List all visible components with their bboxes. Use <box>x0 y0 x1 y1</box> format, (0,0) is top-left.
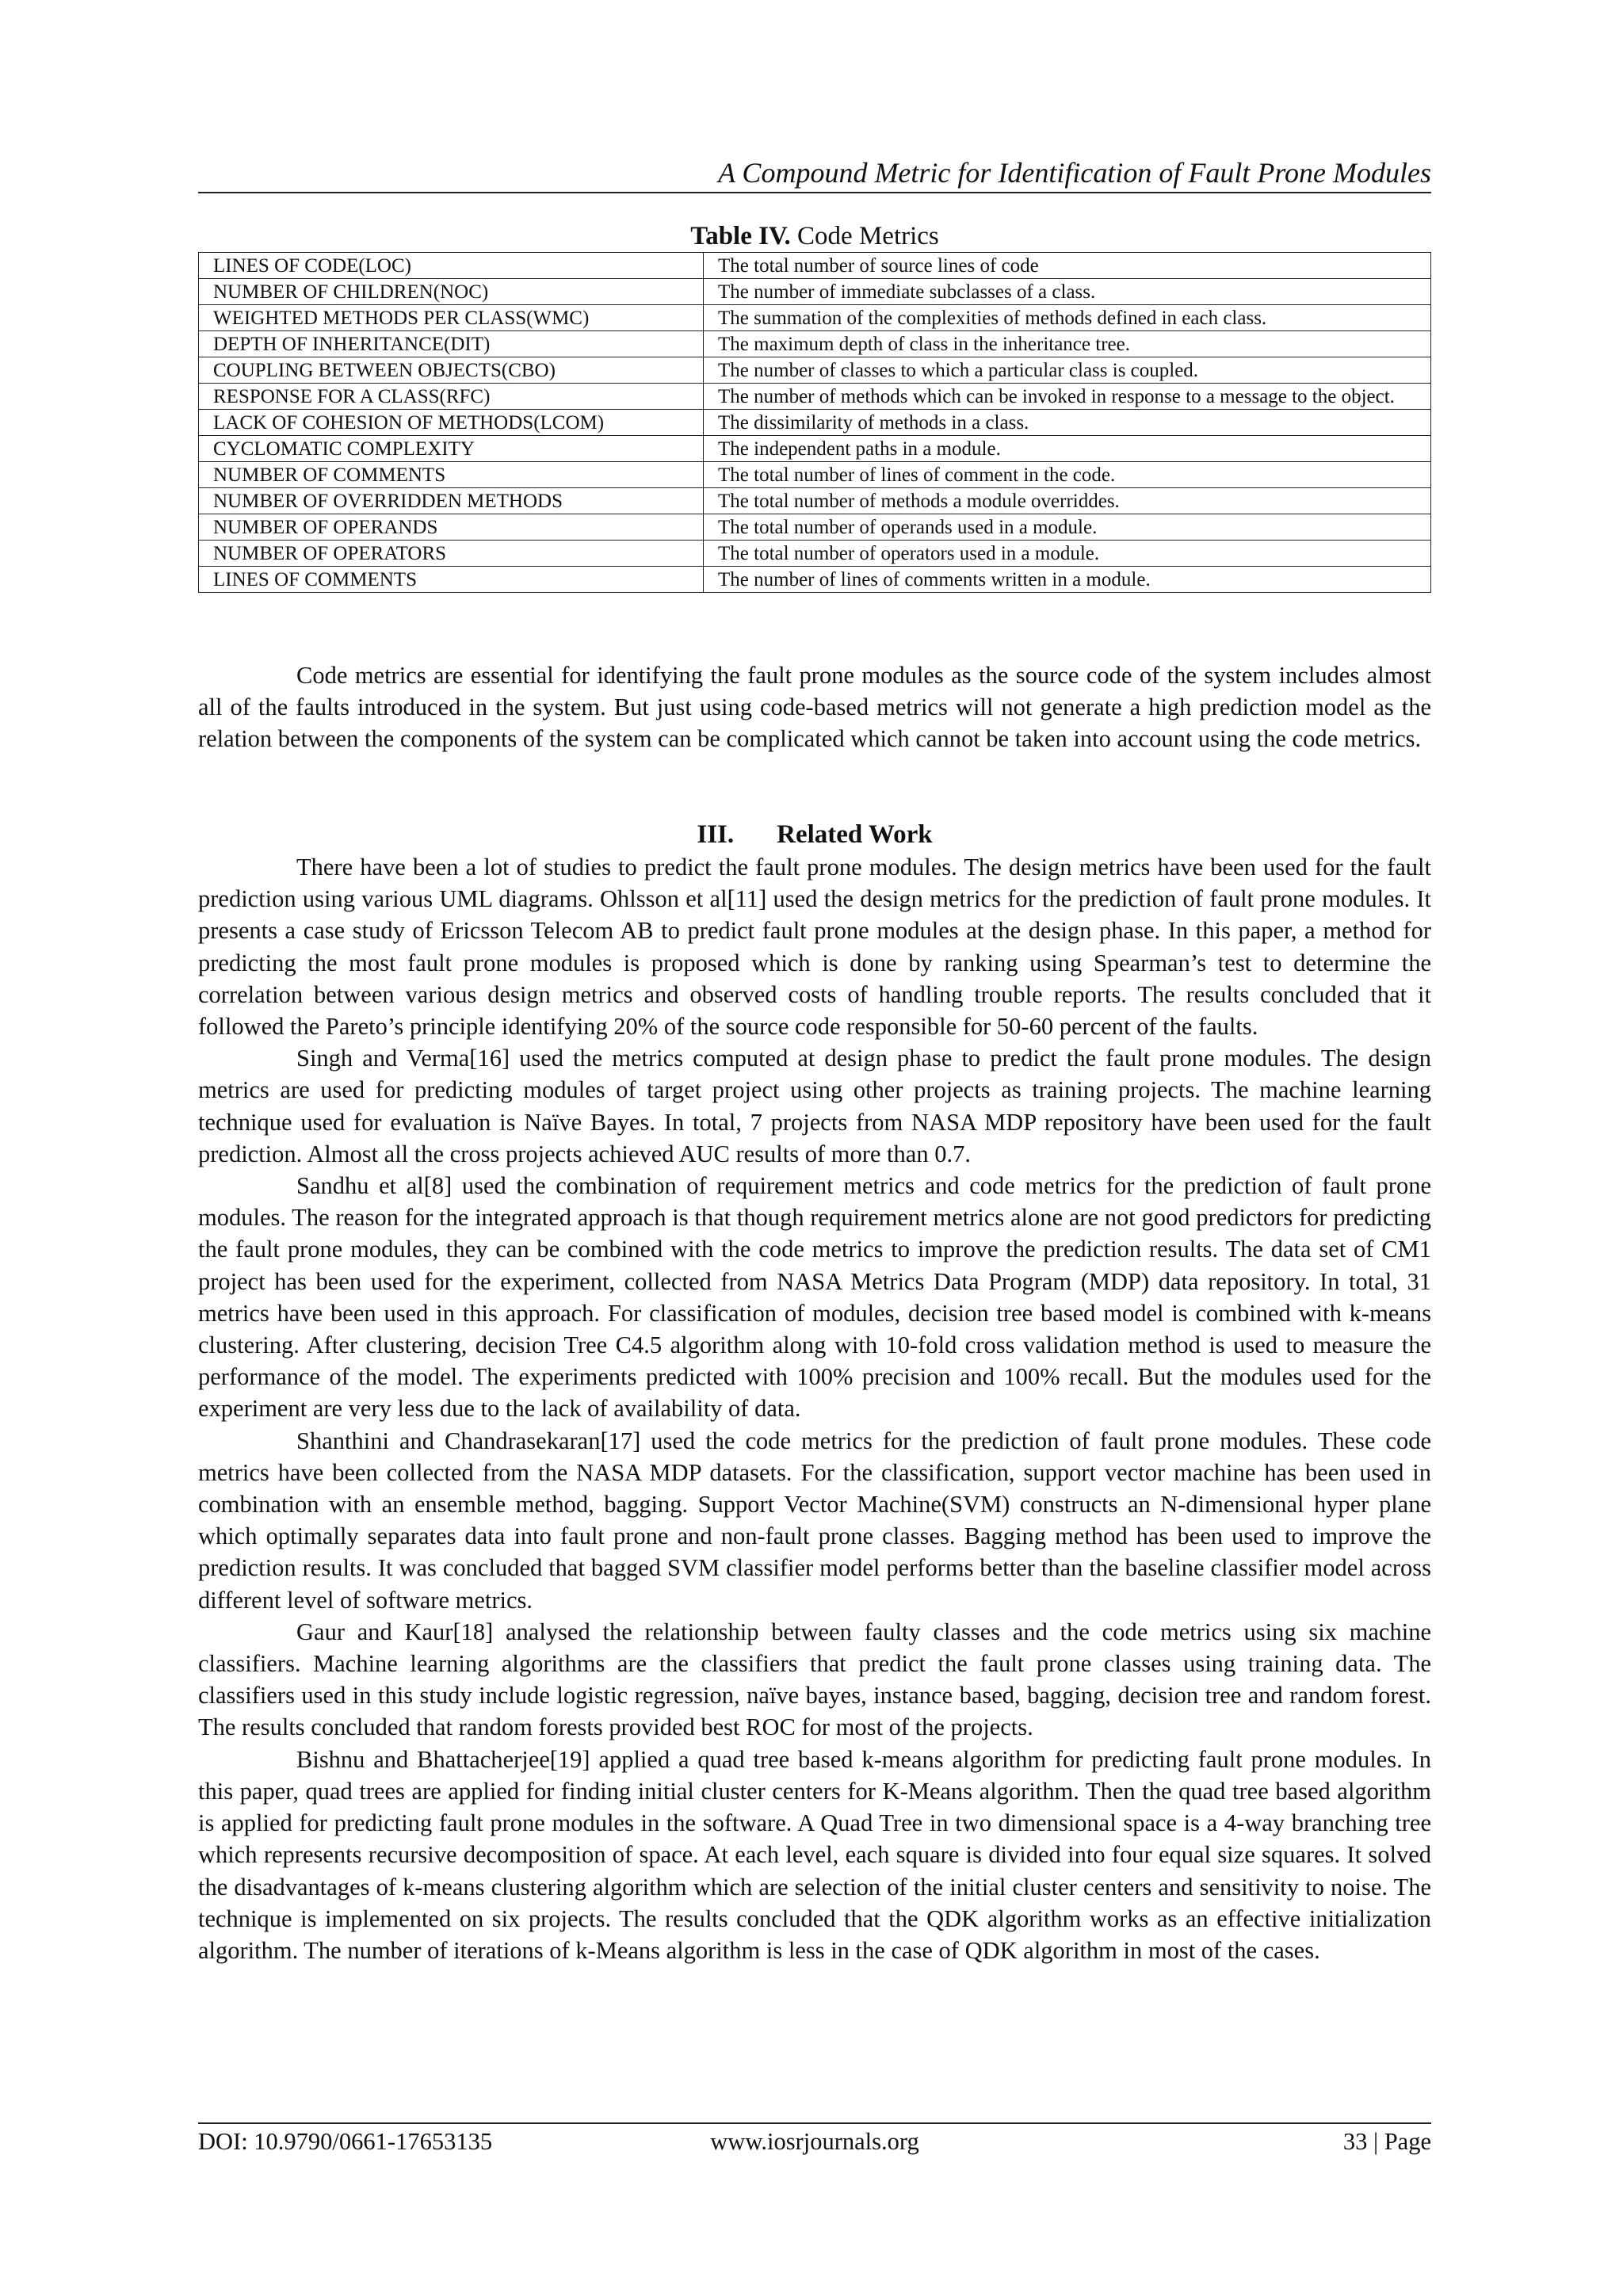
code-metrics-table-body <box>199 253 1431 593</box>
metric-name-cell: CYCLOMATIC COMPLEXITY <box>199 436 704 462</box>
metric-name-cell: NUMBER OF COMMENTS <box>199 462 704 488</box>
metric-description-cell: The number of methods which can be invoked in response to a message to the object. <box>704 384 1431 410</box>
paragraph: Gaur and Kaur[18] analysed the relationship between faulty classes and the code metrics using six machine classifiers. Machine learning algorithms are the classifiers that predict the fault prone classes using training data. The classifiers used in this study include logistic regression, naïve bayes, instance based, bagging, decision tree and random forest. The results concluded that random forests provided best ROC for most of the projects. <box>198 1618 1431 1741</box>
metric-description-cell: The total number of operators used in a module. <box>704 541 1431 567</box>
table-row <box>199 331 1431 357</box>
metric-name-cell: NUMBER OF OPERATORS <box>199 541 704 567</box>
running-header: A Compound Metric for Identification of Fault Prone Modules <box>718 157 1431 189</box>
footer-doi: DOI: 10.9790/0661-17653135 <box>198 2128 493 2155</box>
metric-name-cell: WEIGHTED METHODS PER CLASS(WMC) <box>199 305 704 331</box>
paragraph: Singh and Verma[16] used the metrics computed at design phase to predict the fault prone modules. The design metrics are used for predicting modules of target project using other projects as training projects. The machine learning technique used for evaluation is Naïve Bayes. In total, 7 projects from NASA MDP repository have been used for the fault prediction. Almost all the cross projects achieved AUC results of more than 0.7. <box>198 1045 1431 1167</box>
metric-description-cell: The total number of methods a module overriddes. <box>704 488 1431 514</box>
table-row <box>199 279 1431 305</box>
paragraph: Code metrics are essential for identifying the fault prone modules as the source code of the system includes almost all of the faults introduced in the system. But just using code-based metrics will not generate a high prediction model as the relation between the components of the system can be complicated which cannot be taken into account using the code metrics. <box>198 662 1431 753</box>
table-row <box>199 410 1431 436</box>
metric-description-cell: The dissimilarity of methods in a class. <box>704 410 1431 436</box>
footer-rule <box>198 2122 1431 2124</box>
metric-name-cell: LINES OF COMMENTS <box>199 567 704 593</box>
section-number: III. <box>697 820 735 849</box>
metric-description-cell: The total number of operands used in a module. <box>704 514 1431 541</box>
metric-description-cell: The number of immediate subclasses of a class. <box>704 279 1431 305</box>
metric-name-cell: LINES OF CODE(LOC) <box>199 253 704 279</box>
table-row <box>199 567 1431 593</box>
metric-name-cell: NUMBER OF OVERRIDDEN METHODS <box>199 488 704 514</box>
metric-description-cell: The number of classes to which a particular class is coupled. <box>704 357 1431 384</box>
section-heading <box>198 818 1431 851</box>
table-row <box>199 384 1431 410</box>
footer-page-number: 33 | Page <box>1342 2128 1431 2155</box>
table-row <box>199 514 1431 541</box>
metric-description-cell: The number of lines of comments written in a module. <box>704 567 1431 593</box>
table-row <box>199 253 1431 279</box>
table-row <box>199 488 1431 514</box>
metric-description-cell: The summation of the complexities of methods defined in each class. <box>704 305 1431 331</box>
metric-name-cell: COUPLING BETWEEN OBJECTS(CBO) <box>199 357 704 384</box>
metric-name-cell: LACK OF COHESION OF METHODS(LCOM) <box>199 410 704 436</box>
header-rule <box>198 192 1431 193</box>
table-row <box>199 305 1431 331</box>
table-caption-label: Table IV. <box>690 222 791 250</box>
paragraph: There have been a lot of studies to predict the fault prone modules. The design metrics have been used for the fault prediction using various UML diagrams. Ohlsson et al[11] used the design metrics for the prediction of fault prone modules. It presents a case study of Ericsson Telecom AB to predict fault prone modules at the design phase. In this paper, a method for predicting the most fault prone modules is proposed which is done by ranking using Spearman’s test to determine the correlation between various design metrics and observed costs of handling trouble reports. The results concluded that it followed the Pareto’s principle identifying 20% of the source code responsible for 50-60 percent of the faults. <box>198 854 1431 1041</box>
table-caption <box>198 220 1431 252</box>
footer-website: www.iosrjournals.org <box>710 2128 919 2155</box>
table-row <box>199 357 1431 384</box>
metric-description-cell: The independent paths in a module. <box>704 436 1431 462</box>
intro-text <box>198 659 1431 755</box>
section-title: Related Work <box>777 820 933 849</box>
metric-name-cell: RESPONSE FOR A CLASS(RFC) <box>199 384 704 410</box>
metric-description-cell: The total number of lines of comment in the code. <box>704 462 1431 488</box>
paragraph: Sandhu et al[8] used the combination of requirement metrics and code metrics for the prediction of fault prone modules. The reason for the integrated approach is that though requirement metrics alone are not good predictors for predicting the fault prone modules, they can be combined with the code metrics to improve the prediction results. The data set of CM1 project has been used for the experiment, collected from NASA Metrics Data Program (MDP) data repository. In total, 31 metrics have been used in this approach. For classification of modules, decision tree based model is combined with k-means clustering. After clustering, decision Tree C4.5 algorithm along with 10-fold cross validation method is used to measure the performance of the model. The experiments predicted with 100% precision and 100% recall. But the modules used for the experiment are very less due to the lack of availability of data. <box>198 1172 1431 1423</box>
table-caption-text: Code Metrics <box>790 222 939 250</box>
paragraph: Bishnu and Bhattacherjee[19] applied a quad tree based k-means algorithm for predicting fault prone modules. In this paper, quad trees are applied for finding initial cluster centers for K-Means algorithm. Then the quad tree based algorithm is applied for predicting fault prone modules in the software. A Quad Tree in two dimensional space is a 4-way branching tree which represents recursive decomposition of space. At each level, each square is divided into four equal size squares. It solved the disadvantages of k-means clustering algorithm which are selection of the initial cluster centers and sensitivity to noise. The technique is implemented on six projects. The results concluded that the QDK algorithm works as an effective initialization algorithm. The number of iterations of k-Means algorithm is less in the case of QDK algorithm in most of the cases. <box>198 1745 1431 1964</box>
metric-name-cell: DEPTH OF INHERITANCE(DIT) <box>199 331 704 357</box>
paragraph: Shanthini and Chandrasekaran[17] used the code metrics for the prediction of fault prone modules. These code metrics have been collected from the NASA MDP datasets. For the classification, support vector machine has been used in combination with an ensemble method, bagging. Support Vector Machine(SVM) constructs an N-dimensional hyper plane which optimally separates data into fault prone and non-fault prone classes. Bagging method has been used to improve the prediction results. It was concluded that bagged SVM classifier model performs better than the baseline classifier model across different level of software metrics. <box>198 1427 1431 1614</box>
metric-description-cell: The total number of source lines of code <box>704 253 1431 279</box>
related-work-body <box>198 851 1431 1966</box>
metric-name-cell: NUMBER OF CHILDREN(NOC) <box>199 279 704 305</box>
table-row <box>199 462 1431 488</box>
table-row <box>199 541 1431 567</box>
metric-name-cell: NUMBER OF OPERANDS <box>199 514 704 541</box>
table-row <box>199 436 1431 462</box>
metric-description-cell: The maximum depth of class in the inheritance tree. <box>704 331 1431 357</box>
code-metrics-table <box>198 252 1431 593</box>
